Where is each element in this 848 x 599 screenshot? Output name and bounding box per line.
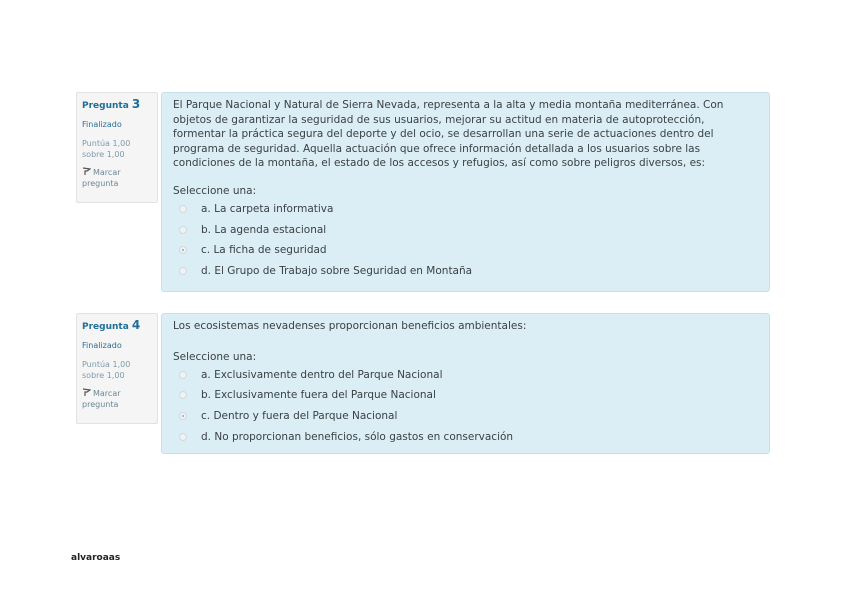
question-text: El Parque Nacional y Natural de Sierra Nevada, representa a la alta y media montaña mediterránea. Con objetos de garantizar la seguridad de sus usuarios, mejorar su actitud en materia de autoprotección, formentar la práctica segura del deporte y del ocio, se desarrollan una serie de actuaciones dentro del programa de seguridad. Aquella actuación que ofrece información detallada a los usuarios sobre las condiciones de la montaña, el estado de los accesos y refugios, así como sobre peligros diversos, es: bbox=[173, 99, 724, 170]
question-state: Finalizado bbox=[82, 341, 122, 350]
username-label: alvaroaas bbox=[71, 553, 121, 563]
radio-button[interactable] bbox=[179, 371, 187, 379]
question-number: Pregunta 4 bbox=[82, 318, 141, 332]
flag-question-link[interactable]: Marcar pregunta bbox=[82, 168, 121, 188]
answer-option[interactable] bbox=[173, 385, 758, 406]
answer-option[interactable] bbox=[173, 261, 758, 282]
answer-option[interactable] bbox=[173, 220, 758, 241]
answer-label: d. El Grupo de Trabajo sobre Seguridad en Montaña bbox=[201, 265, 473, 278]
question-info-panel bbox=[76, 92, 158, 203]
question-state: Finalizado bbox=[82, 120, 122, 129]
answer-label: c. La ficha de seguridad bbox=[201, 244, 327, 257]
flag-icon bbox=[82, 167, 91, 176]
answer-label: a. Exclusivamente dentro del Parque Nacional bbox=[201, 368, 443, 381]
question-info-panel bbox=[76, 313, 158, 424]
answer-option[interactable] bbox=[173, 365, 758, 386]
answer-label: d. No proporcionan beneficios, sólo gastos en conservación bbox=[201, 430, 514, 443]
answer-label: b. La agenda estacional bbox=[201, 223, 327, 236]
question-grade: Puntúa 1,00 sobre 1,00 bbox=[82, 360, 131, 380]
radio-button[interactable] bbox=[179, 433, 187, 441]
radio-button[interactable] bbox=[179, 267, 187, 275]
answer-label: a. La carpeta informativa bbox=[201, 203, 334, 216]
radio-button[interactable] bbox=[179, 391, 187, 399]
radio-button[interactable] bbox=[179, 205, 187, 213]
flag-question-link[interactable]: Marcar pregunta bbox=[82, 389, 121, 409]
answer-label: b. Exclusivamente fuera del Parque Nacional bbox=[201, 389, 436, 402]
answer-list bbox=[173, 199, 758, 281]
question-content-panel bbox=[161, 92, 770, 292]
select-prompt: Seleccione una: bbox=[173, 350, 257, 363]
question-number: Pregunta 3 bbox=[82, 97, 141, 111]
answer-option[interactable] bbox=[173, 406, 758, 427]
select-prompt: Seleccione una: bbox=[173, 184, 257, 197]
radio-button[interactable] bbox=[179, 226, 187, 234]
answer-option[interactable] bbox=[173, 240, 758, 261]
answer-option[interactable] bbox=[173, 426, 758, 447]
question-content-panel bbox=[161, 313, 770, 454]
answer-option[interactable] bbox=[173, 199, 758, 220]
answer-label: c. Dentro y fuera del Parque Nacional bbox=[201, 410, 398, 423]
question-text: Los ecosistemas nevadenses proporcionan beneficios ambientales: bbox=[173, 320, 527, 332]
flag-icon bbox=[82, 388, 91, 397]
radio-button-selected[interactable] bbox=[179, 412, 187, 420]
radio-button-selected[interactable] bbox=[179, 246, 187, 254]
question-grade: Puntúa 1,00 sobre 1,00 bbox=[82, 139, 131, 159]
answer-list bbox=[173, 365, 758, 447]
